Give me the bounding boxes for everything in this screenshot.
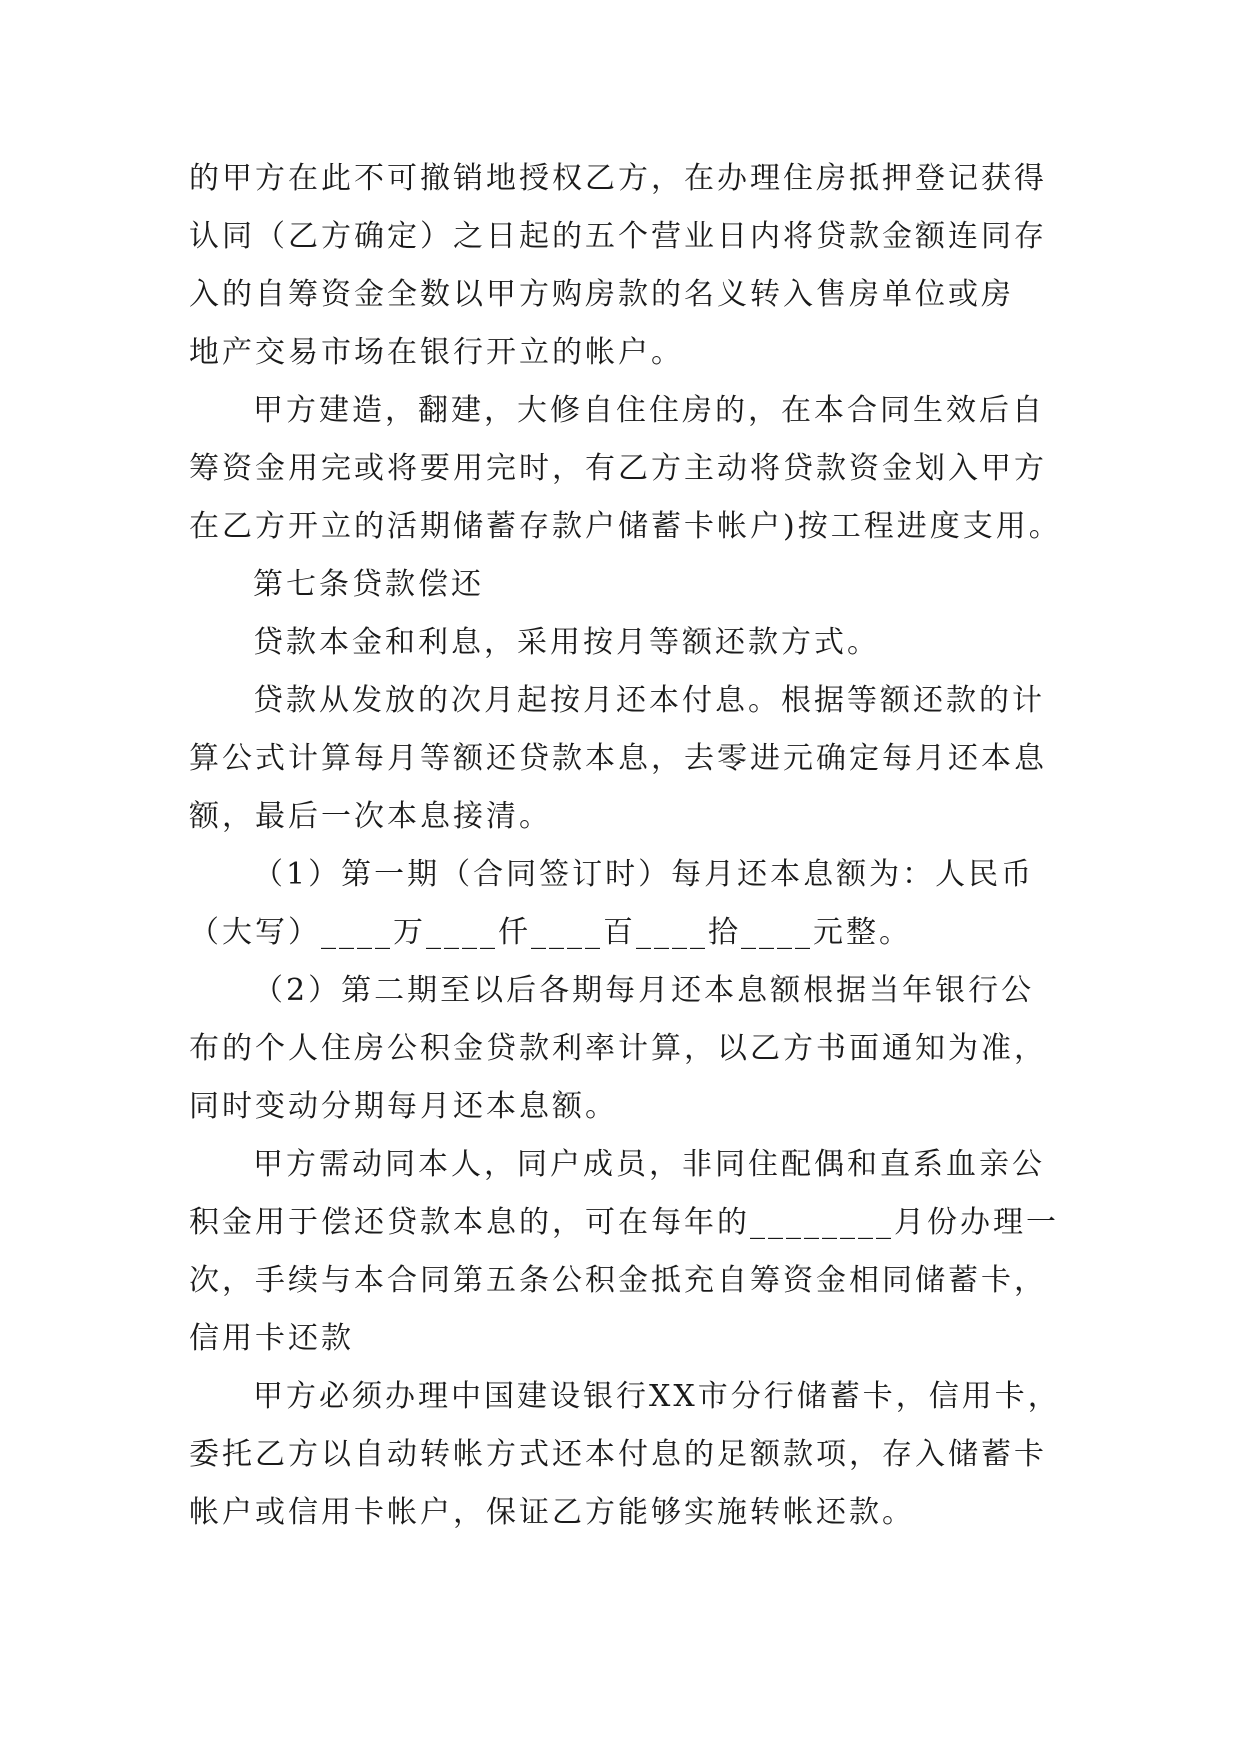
text-line: 筹资金用完或将要用完时，有乙方主动将贷款资金划入甲方 (189, 451, 1047, 486)
text-line: 在乙方开立的活期储蓄存款户储蓄卡帐户)按工程进度支用。 (189, 509, 1062, 544)
document-body (189, 150, 1062, 1542)
text-line: 布的个人住房公积金贷款利率计算，以乙方书面通知为准， (189, 1031, 1047, 1066)
text-line: 贷款本金和利息，采用按月等额还款方式。 (253, 625, 880, 660)
text-line: 积金用于偿还贷款本息的，可在每年的________月份办理一 (189, 1205, 1059, 1240)
text-line: 额，最后一次本息接清。 (189, 799, 552, 834)
text-line: 次，手续与本合同第五条公积金抵充自筹资金相同储蓄卡， (189, 1263, 1047, 1298)
text-line: 入的自筹资金全数以甲方购房款的名义转入售房单位或房 (189, 277, 1014, 312)
text-line: 地产交易市场在银行开立的帐户。 (189, 335, 684, 370)
text-line: 贷款从发放的次月起按月还本付息。根据等额还款的计 (253, 683, 1045, 718)
text-line: 的甲方在此不可撤销地授权乙方，在办理住房抵押登记获得 (189, 161, 1047, 196)
text-line: 算公式计算每月等额还贷款本息，去零进元确定每月还本息 (189, 741, 1047, 776)
text-line: （2）第二期至以后各期每月还本息额根据当年银行公 (253, 973, 1035, 1008)
text-line: 同时变动分期每月还本息额。 (189, 1089, 618, 1124)
text-line: 认同（乙方确定）之日起的五个营业日内将贷款金额连同存 (189, 219, 1047, 254)
text-line: 委托乙方以自动转帐方式还本付息的足额款项，存入储蓄卡 (189, 1437, 1047, 1472)
text-line: 甲方建造，翻建，大修自住住房的，在本合同生效后自 (253, 393, 1045, 428)
section-heading: 第七条贷款偿还 (253, 567, 484, 602)
text-line: （1）第一期（合同签订时）每月还本息额为：人民币 (253, 857, 1035, 892)
text-line: 甲方必须办理中国建设银行XX市分行储蓄卡，信用卡， (253, 1379, 1061, 1414)
text-line: 甲方需动同本人，同户成员，非同住配偶和直系血亲公 (253, 1147, 1045, 1182)
text-line: 帐户或信用卡帐户，保证乙方能够实施转帐还款。 (189, 1495, 915, 1530)
text-line: 信用卡还款 (189, 1321, 354, 1356)
text-line: （大写）____万____仟____百____拾____元整。 (189, 915, 912, 950)
